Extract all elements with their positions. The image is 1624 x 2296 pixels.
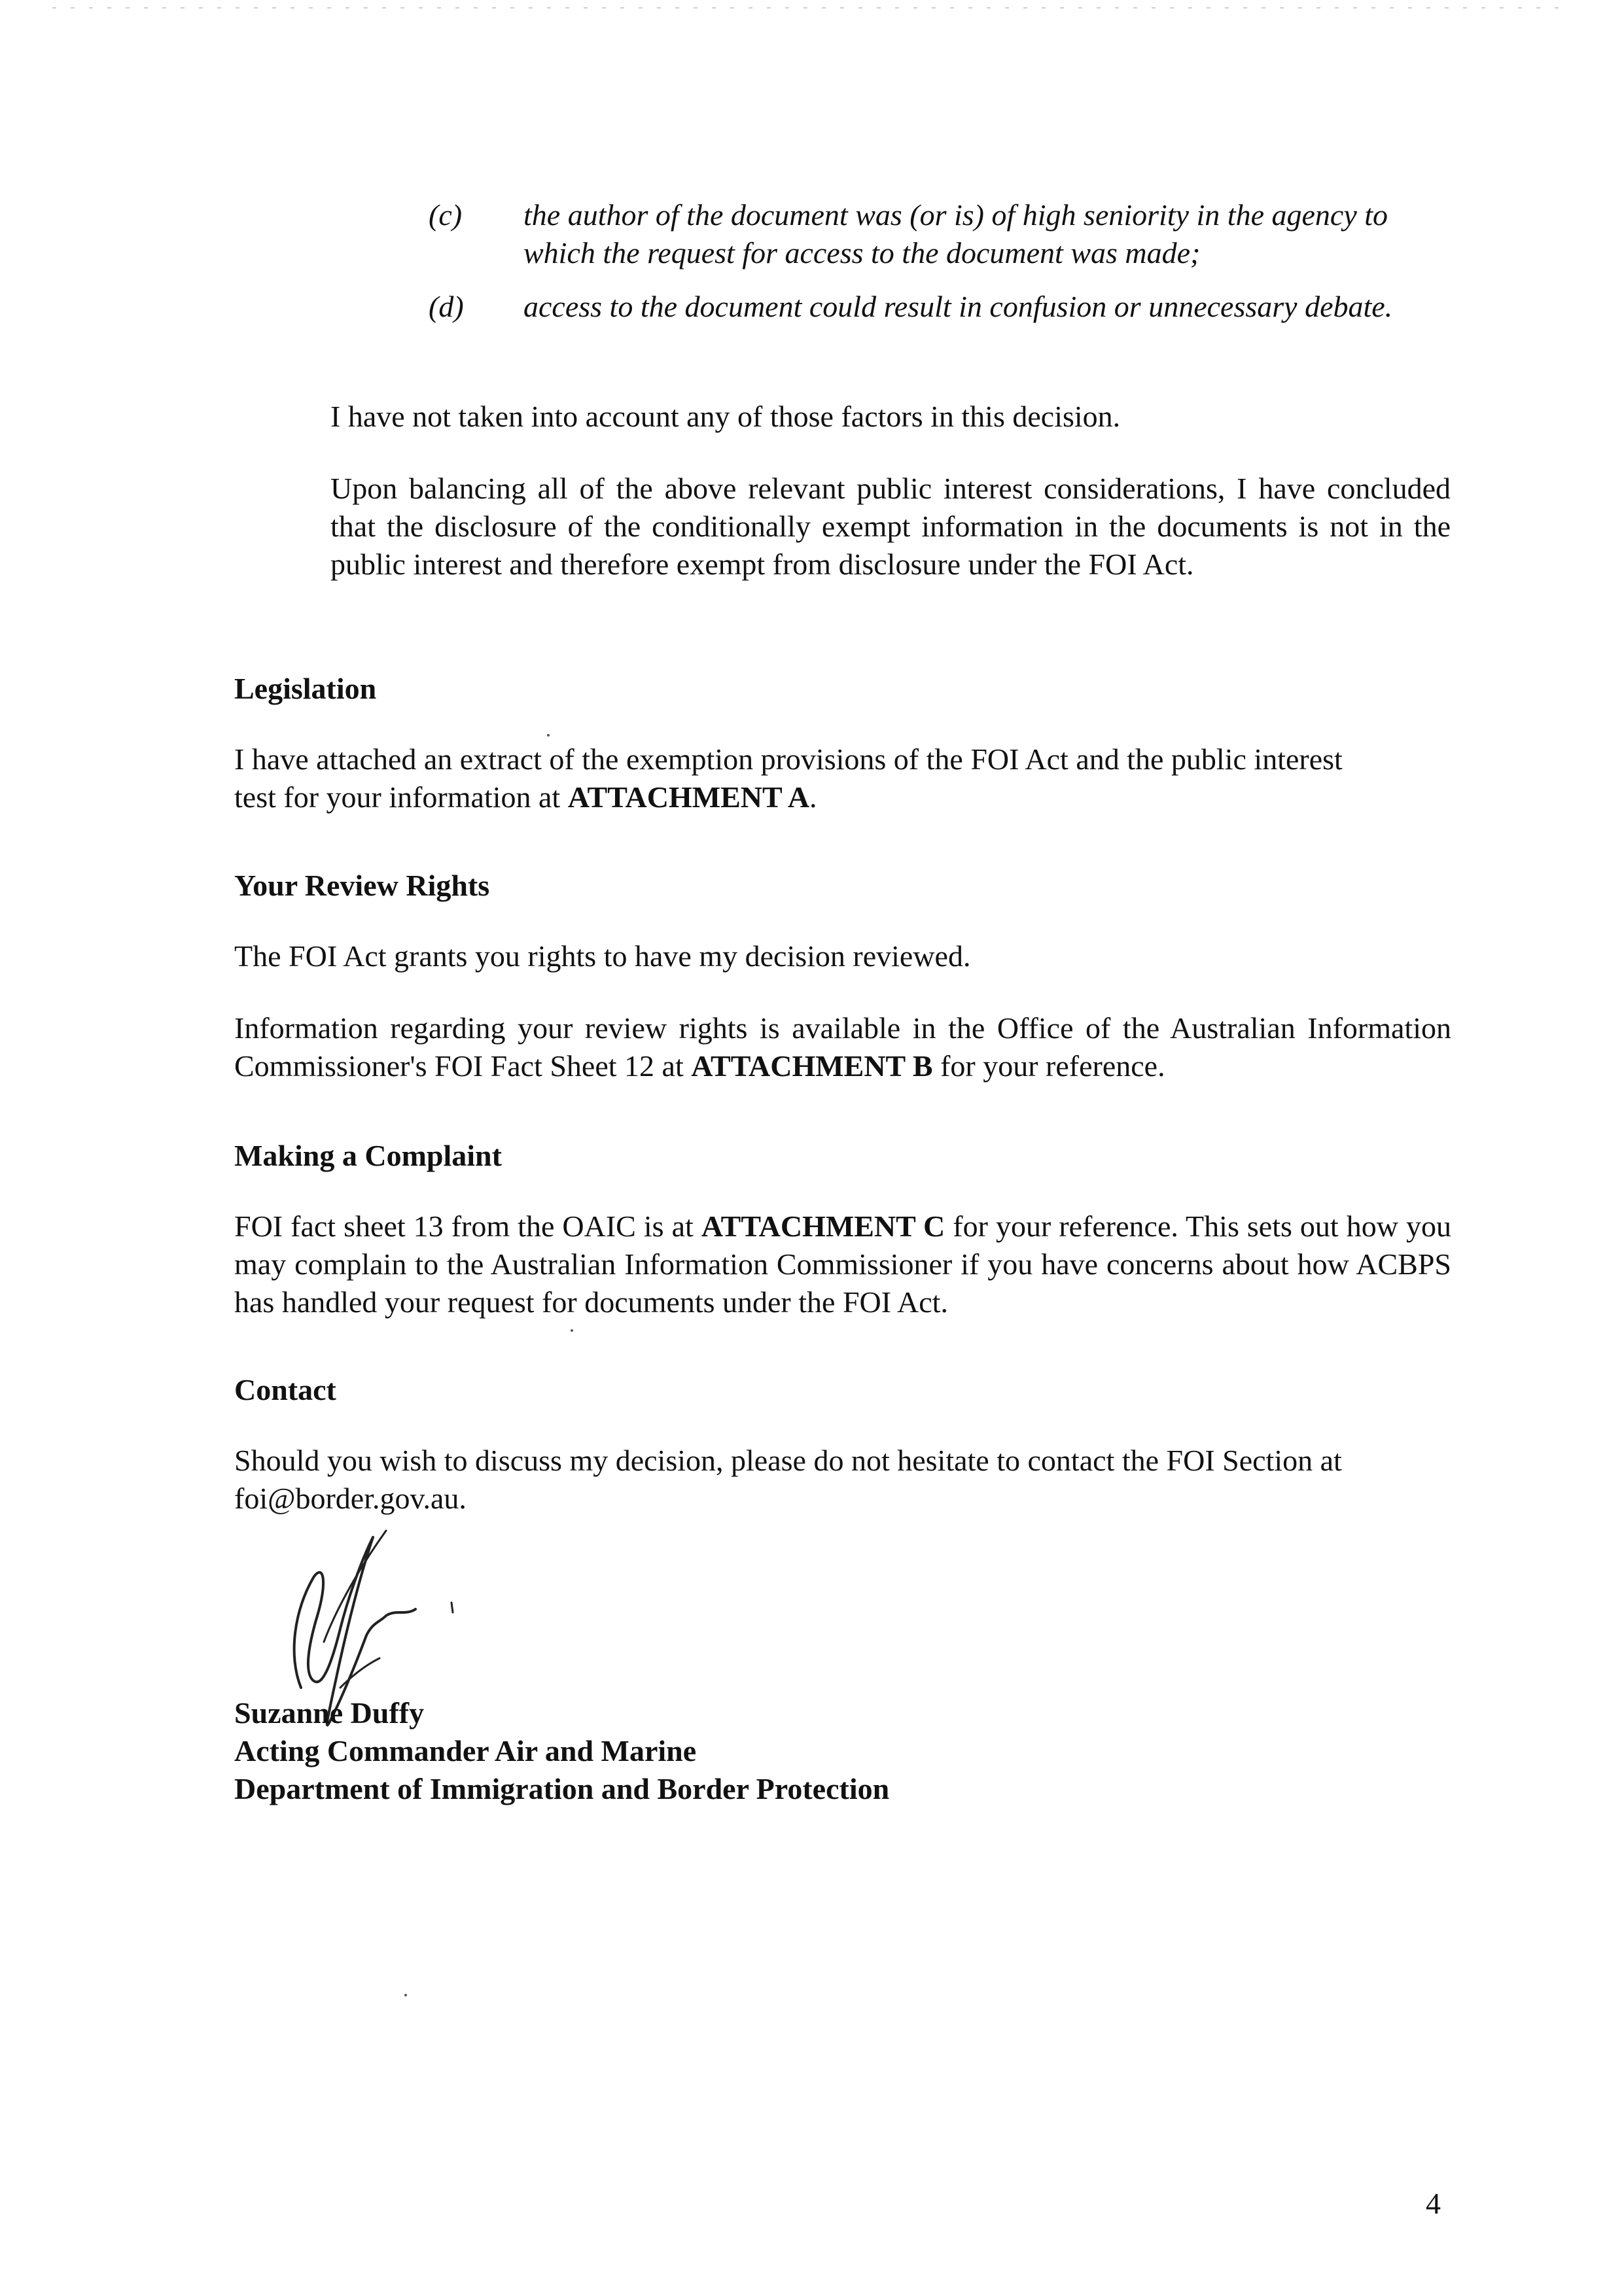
attachment-b-reference: ATTACHMENT B (691, 1049, 933, 1083)
paragraph-not-taken: I have not taken into account any of those factors in this decision. (330, 400, 1121, 433)
scan-speck (547, 734, 550, 737)
list-label-c: (c) (429, 198, 463, 232)
heading-review-rights: Your Review Rights (234, 869, 490, 902)
heading-contact: Contact (234, 1373, 336, 1406)
paragraph-balancing: Upon balancing all of the above relevant public interest considerations, I have concluded that the disclosure of the conditionally exempt information in the documents is not in the public interest and therefore exempt from disclosure under the FOI Act. (330, 472, 1451, 581)
heading-legislation: Legislation (234, 672, 377, 705)
attachment-a-reference: ATTACHMENT A (567, 780, 810, 814)
signatory-department: Department of Immigration and Border Protection (234, 1772, 890, 1805)
attachment-c-reference: ATTACHMENT C (701, 1209, 945, 1243)
review-info-text: Information regarding your review rights is available in the Office of the Australian Information Commissioner's FOI Fact Sheet 12 at (234, 1011, 1451, 1083)
page-number: 4 (1426, 2187, 1441, 2220)
signatory-name: Suzanne Duffy (234, 1696, 425, 1730)
review-info-text-end: for your reference. (932, 1049, 1165, 1083)
scan-speck (571, 1329, 573, 1332)
scan-speck (404, 1994, 407, 1996)
signature-block (234, 1694, 889, 1808)
legislation-text-end: . (809, 780, 817, 814)
legislation-text: I have attached an extract of the exemption provisions of the FOI Act and the public interest test for your information at (234, 742, 1343, 814)
list-label-d: (d) (429, 290, 464, 323)
complaint-text-end: for your reference. This sets out how you may complain to the Australian Information Commissioner if you have concerns about how ACBPS has handled your request for documents under the FOI Act. (234, 1209, 1451, 1319)
scan-artifact-top (0, 0, 1624, 16)
paragraph-contact: Should you wish to discuss my decision, please do not hesitate to contact the FOI Section at foi@border.gov.au. (234, 1444, 1342, 1515)
heading-complaint: Making a Complaint (234, 1139, 502, 1172)
list-text-c: the author of the document was (or is) of high seniority in the agency to which the request for access to the document was made; (523, 198, 1388, 270)
paragraph-review-grant: The FOI Act grants you rights to have my decision reviewed. (234, 939, 971, 973)
paragraph-legislation (234, 740, 1379, 816)
paragraph-complaint (234, 1208, 1451, 1321)
paragraph-review-info (234, 1009, 1451, 1085)
list-text-d: access to the document could result in confusion or unnecessary debate. (523, 290, 1393, 323)
complaint-text: FOI fact sheet 13 from the OAIC is at (234, 1209, 701, 1243)
signatory-title: Acting Commander Air and Marine (234, 1734, 697, 1767)
